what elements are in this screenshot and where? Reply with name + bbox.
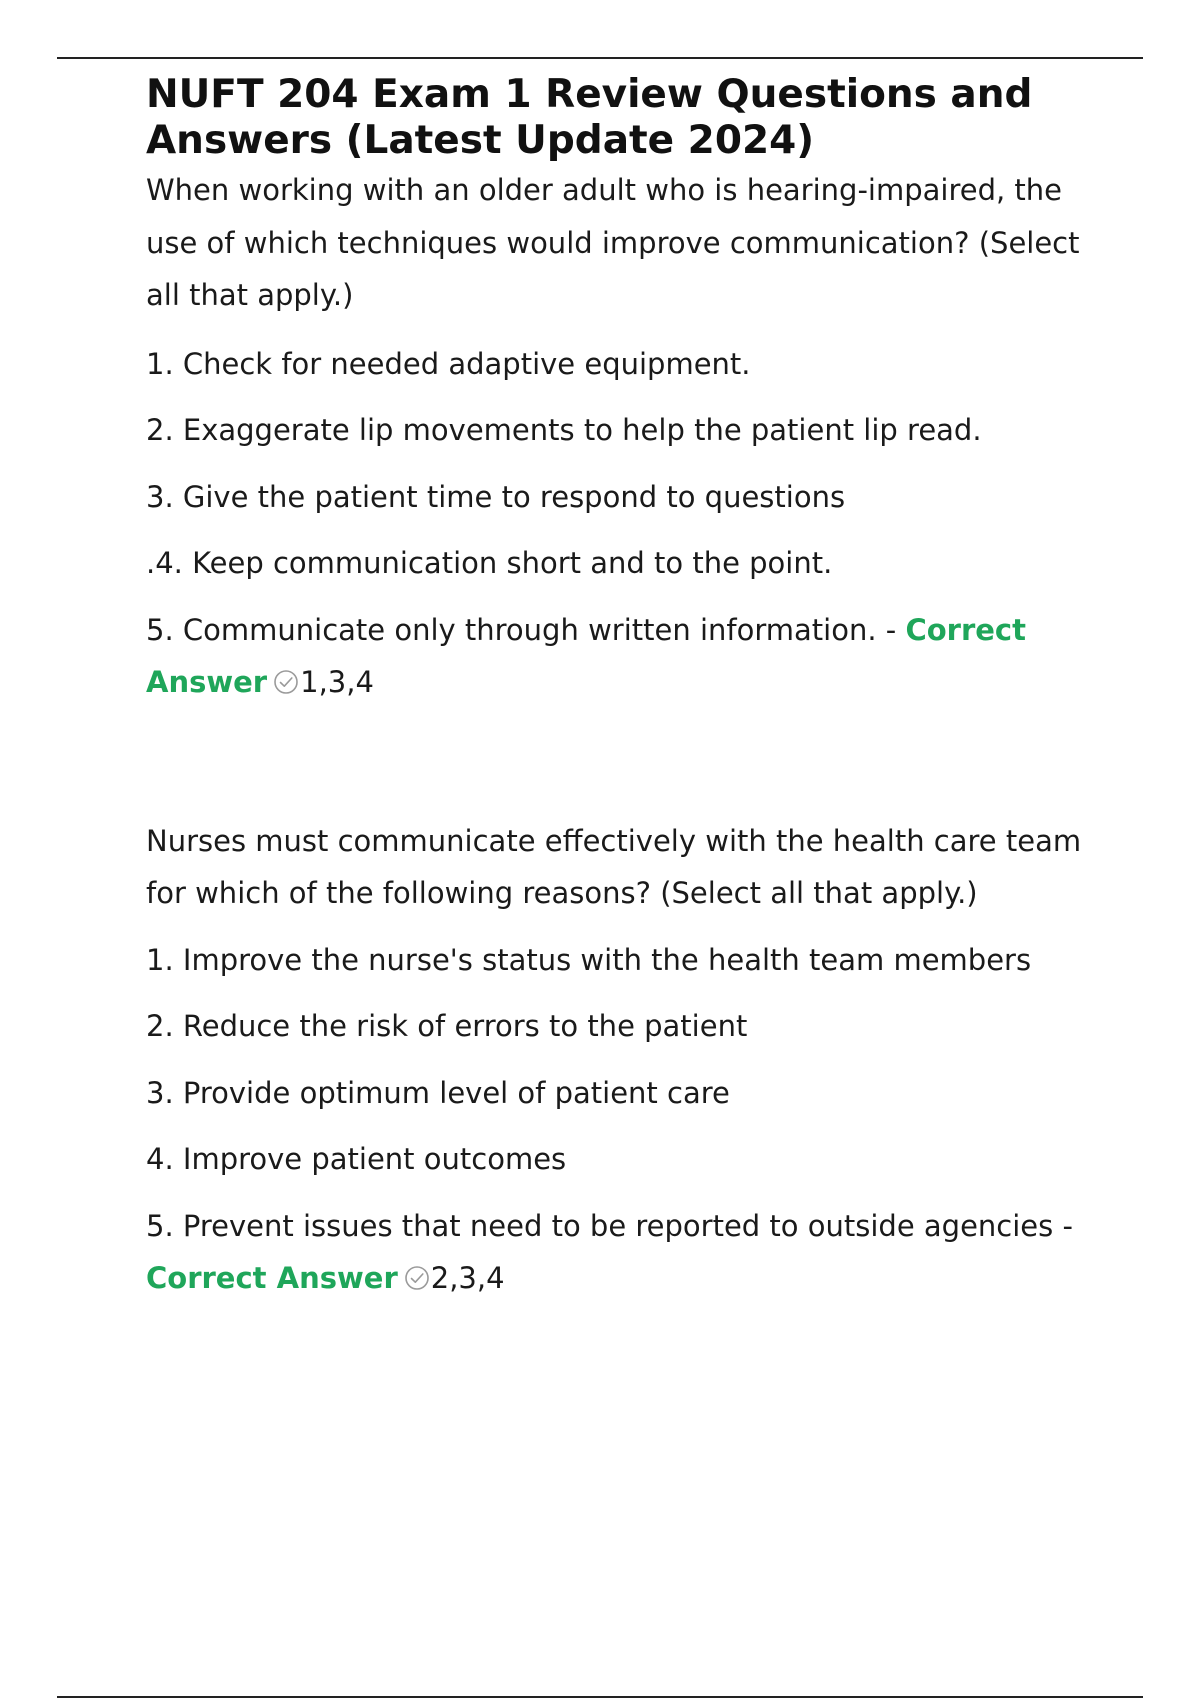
- top-rule: [57, 57, 1143, 59]
- bottom-rule: [57, 1696, 1143, 1698]
- answer-option-with-answer: [146, 604, 1086, 709]
- question-prompt: When working with an older adult who is hearing-impaired, the use of which techniques would improve communication? (Select all that apply.): [146, 173, 1080, 312]
- correct-answer-value: 1,3,4: [300, 665, 374, 699]
- correct-answer-value: 2,3,4: [430, 1261, 505, 1295]
- answer-option: 3. Provide optimum level of patient care: [146, 1075, 730, 1110]
- correct-answer-label: Correct Answer: [146, 612, 1026, 699]
- answer-option: 2. Reduce the risk of errors to the patient: [146, 1009, 748, 1043]
- document-body: [146, 72, 1086, 1305]
- answer-option-text: 5. Communicate only through written information. -: [146, 612, 906, 647]
- page-title: NUFT 204 Exam 1 Review Questions and Answers (Latest Update 2024): [146, 72, 1033, 163]
- answer-option: 1. Check for needed adaptive equipment.: [146, 346, 751, 381]
- answer-option-with-answer: [146, 1200, 1086, 1305]
- answer-option: 3. Give the patient time to respond to questions: [146, 479, 846, 514]
- check-circle-icon: [273, 669, 299, 695]
- answer-option: 4. Improve patient outcomes: [146, 1142, 567, 1176]
- correct-answer-label: Correct Answer: [146, 1261, 398, 1295]
- answer-option: 2. Exaggerate lip movements to help the patient lip read.: [146, 413, 982, 447]
- question-block-2: [146, 815, 1086, 1305]
- question-prompt: Nurses must communicate effectively with the health care team for which of the following reasons? (Select all that apply.): [146, 823, 1082, 910]
- check-circle-icon: [404, 1265, 430, 1291]
- answer-option: .4. Keep communication short and to the point.: [146, 546, 833, 580]
- answer-option: 1. Improve the nurse's status with the health team members: [146, 942, 1032, 977]
- answer-option-text: 5. Prevent issues that need to be reported to outside agencies -: [146, 1208, 1073, 1243]
- question-block-1: [146, 164, 1086, 709]
